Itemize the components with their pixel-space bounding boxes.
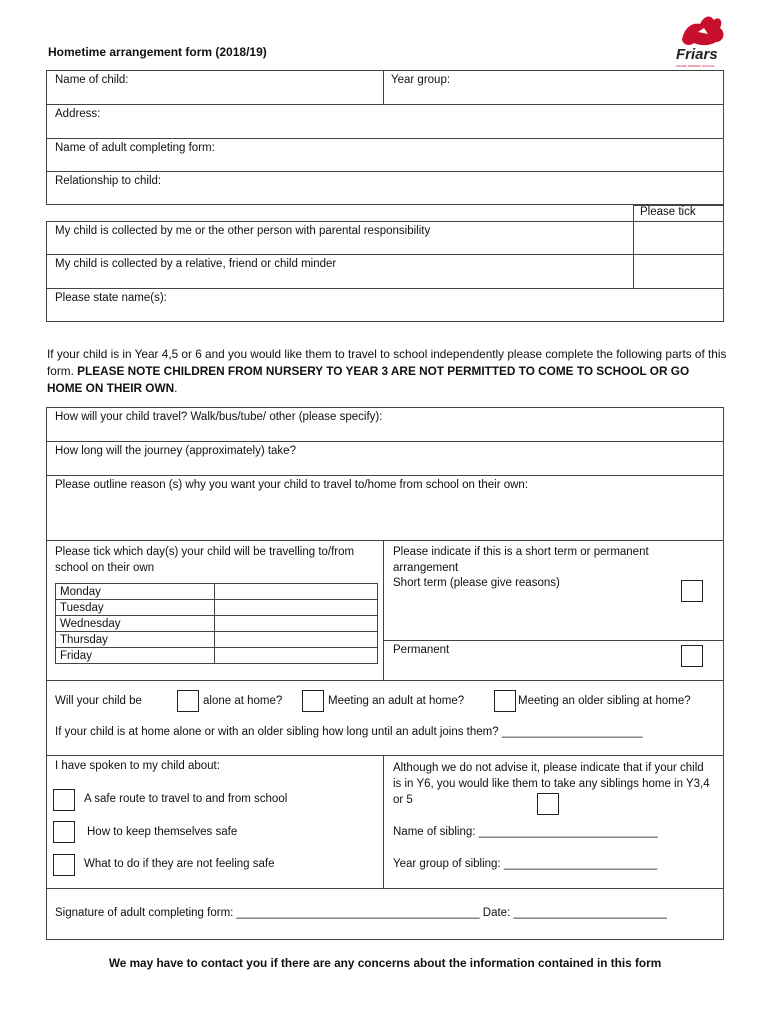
day-tick-cell[interactable]: [215, 584, 378, 600]
how-long-until-adult-field[interactable]: If your child is at home alone or with an older sibling how long until an adult joins them? ______________________: [55, 726, 643, 738]
meeting-adult-label: Meeting an adult at home?: [328, 695, 465, 707]
safe-route-checkbox[interactable]: [53, 789, 75, 811]
dragon-icon: [670, 10, 730, 50]
journey-length-label[interactable]: How long will the journey (approximately) take?: [55, 445, 296, 457]
take-siblings-checkbox[interactable]: [537, 793, 559, 815]
day-row-wednesday: [56, 616, 378, 632]
please-tick-label: Please tick: [640, 206, 696, 218]
collected-parent-tick[interactable]: [634, 222, 723, 254]
day-row-thursday: [56, 632, 378, 648]
day-label: Wednesday: [56, 616, 215, 632]
signature-date-field[interactable]: Signature of adult completing form: ______________________________________ Date: ________________________: [55, 907, 667, 919]
reason-label[interactable]: Please outline reason (s) why you want your child to travel to/home from school on their own:: [55, 479, 529, 491]
will-child-be-label: Will your child be: [55, 695, 142, 707]
permanent-label: Permanent: [393, 644, 450, 656]
short-term-checkbox[interactable]: [681, 580, 703, 602]
day-row-monday: [56, 584, 378, 600]
meeting-sibling-label: Meeting an older sibling at home?: [518, 695, 691, 707]
tick-days-label: Please tick which day(s) your child will be travelling to/from school on their own: [55, 546, 355, 574]
collected-parent-label: My child is collected by me or the other person with parental responsibility: [55, 225, 431, 237]
relationship-label[interactable]: Relationship to child:: [55, 175, 162, 187]
not-feeling-safe-checkbox[interactable]: [53, 854, 75, 876]
name-of-child-label[interactable]: Name of child:: [55, 74, 129, 86]
intro-text: If your child is in Year 4,5 or 6 and you would like them to travel to school independently please complete the following parts of this form.: [47, 347, 727, 378]
logo-subtext: FRIARS PRIMARY SCHOOL: [676, 64, 715, 68]
day-tick-cell[interactable]: [215, 616, 378, 632]
logo-text: Friars: [676, 46, 718, 63]
address-label[interactable]: Address:: [55, 108, 101, 120]
contact-notice: We may have to contact you if there are any concerns about the information contained in this form: [108, 956, 662, 970]
keep-safe-checkbox[interactable]: [53, 821, 75, 843]
day-label: Thursday: [56, 632, 215, 648]
alone-label: alone at home?: [203, 695, 283, 707]
siblings-note-label: Although we do not advise it, please indicate that if your child is in Y6, you would like them to take any siblings home in Y3,4 or 5: [393, 762, 710, 806]
collected-relative-label: My child is collected by a relative, friend or child minder: [55, 258, 337, 270]
travel-how-label[interactable]: How will your child travel? Walk/bus/tube/ other (please specify):: [55, 411, 383, 423]
intro-notice: PLEASE NOTE CHILDREN FROM NURSERY TO YEAR 3 ARE NOT PERMITTED TO COME TO SCHOOL OR GO HOME ON THEIR OWN: [47, 364, 690, 395]
intro-period: .: [174, 381, 178, 395]
not-feeling-safe-label: What to do if they are not feeling safe: [84, 858, 275, 870]
year-group-label[interactable]: Year group:: [391, 74, 451, 86]
day-row-tuesday: [56, 600, 378, 616]
term-question-label: Please indicate if this is a short term or permanent arrangement: [393, 546, 649, 574]
adult-name-label[interactable]: Name of adult completing form:: [55, 142, 215, 154]
day-tick-cell[interactable]: [215, 632, 378, 648]
days-table: [55, 583, 378, 664]
day-tick-cell[interactable]: [215, 648, 378, 664]
collected-relative-tick[interactable]: [634, 255, 723, 288]
day-row-friday: [56, 648, 378, 664]
sibling-year-field[interactable]: Year group of sibling: ________________________: [393, 858, 658, 870]
spoken-about-label: I have spoken to my child about:: [55, 760, 220, 772]
safe-route-label: A safe route to travel to and from school: [84, 793, 288, 805]
school-logo: [670, 10, 730, 72]
day-label: Tuesday: [56, 600, 215, 616]
day-label: Monday: [56, 584, 215, 600]
short-term-label: Short term (please give reasons): [393, 577, 560, 589]
day-label: Friday: [56, 648, 215, 664]
form-title: Hometime arrangement form (2018/19): [48, 45, 267, 59]
sibling-name-field[interactable]: Name of sibling: ____________________________: [393, 826, 658, 838]
independent-travel-intro: [47, 346, 727, 397]
state-names-label[interactable]: Please state name(s):: [55, 292, 167, 304]
day-tick-cell[interactable]: [215, 600, 378, 616]
keep-safe-label: How to keep themselves safe: [87, 826, 238, 838]
permanent-checkbox[interactable]: [681, 645, 703, 667]
